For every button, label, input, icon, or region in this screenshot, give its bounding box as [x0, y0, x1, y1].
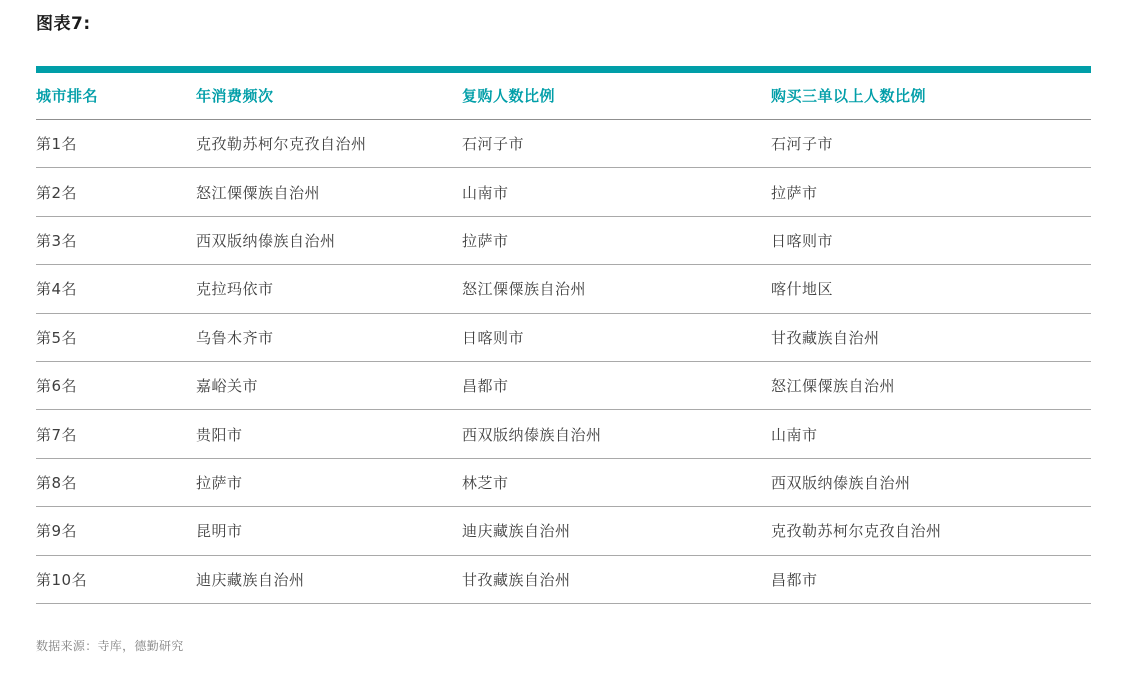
cell-rank: 第3名	[36, 216, 196, 264]
cell-rank: 第6名	[36, 361, 196, 409]
cell-frequency: 克拉玛依市	[196, 265, 462, 313]
figure-title: 图表7:	[36, 14, 91, 34]
table-row	[36, 361, 1091, 409]
cell-repurchase: 日喀则市	[462, 313, 771, 361]
cell-rank: 第1名	[36, 120, 196, 168]
table-body	[36, 120, 1091, 604]
cell-frequency: 拉萨市	[196, 458, 462, 506]
cell-repurchase: 拉萨市	[462, 216, 771, 264]
cell-three-plus: 日喀则市	[771, 216, 1091, 264]
cell-repurchase: 怒江傈僳族自治州	[462, 265, 771, 313]
cell-repurchase: 石河子市	[462, 120, 771, 168]
cell-three-plus: 克孜勒苏柯尔克孜自治州	[771, 507, 1091, 555]
table-row	[36, 168, 1091, 216]
cell-three-plus: 西双版纳傣族自治州	[771, 458, 1091, 506]
table-row	[36, 120, 1091, 168]
col-header-three-plus-orders-ratio: 购买三单以上人数比例	[771, 70, 1091, 120]
table-row	[36, 265, 1091, 313]
cell-three-plus: 山南市	[771, 410, 1091, 458]
table-header	[36, 70, 1091, 120]
cell-repurchase: 西双版纳傣族自治州	[462, 410, 771, 458]
table-row	[36, 410, 1091, 458]
cell-frequency: 嘉峪关市	[196, 361, 462, 409]
cell-frequency: 迪庆藏族自治州	[196, 555, 462, 603]
city-ranking-table	[36, 66, 1091, 604]
cell-frequency: 克孜勒苏柯尔克孜自治州	[196, 120, 462, 168]
cell-repurchase: 山南市	[462, 168, 771, 216]
cell-frequency: 怒江傈僳族自治州	[196, 168, 462, 216]
table-row	[36, 313, 1091, 361]
cell-repurchase: 甘孜藏族自治州	[462, 555, 771, 603]
cell-three-plus: 喀什地区	[771, 265, 1091, 313]
table-row	[36, 555, 1091, 603]
cell-frequency: 昆明市	[196, 507, 462, 555]
cell-frequency: 乌鲁木齐市	[196, 313, 462, 361]
data-source-note: 数据来源：寺库，德勤研究	[36, 638, 184, 653]
cell-repurchase: 林芝市	[462, 458, 771, 506]
cell-rank: 第7名	[36, 410, 196, 458]
table-row	[36, 216, 1091, 264]
header-row	[36, 70, 1091, 120]
col-header-city-rank: 城市排名	[36, 70, 196, 120]
cell-repurchase: 昌都市	[462, 361, 771, 409]
cell-rank: 第4名	[36, 265, 196, 313]
cell-three-plus: 甘孜藏族自治州	[771, 313, 1091, 361]
cell-frequency: 西双版纳傣族自治州	[196, 216, 462, 264]
cell-three-plus: 怒江傈僳族自治州	[771, 361, 1091, 409]
cell-three-plus: 拉萨市	[771, 168, 1091, 216]
cell-rank: 第10名	[36, 555, 196, 603]
cell-three-plus: 石河子市	[771, 120, 1091, 168]
cell-rank: 第2名	[36, 168, 196, 216]
table-row	[36, 507, 1091, 555]
cell-three-plus: 昌都市	[771, 555, 1091, 603]
cell-rank: 第9名	[36, 507, 196, 555]
col-header-annual-frequency: 年消费频次	[196, 70, 462, 120]
cell-repurchase: 迪庆藏族自治州	[462, 507, 771, 555]
cell-frequency: 贵阳市	[196, 410, 462, 458]
table-row	[36, 458, 1091, 506]
cell-rank: 第5名	[36, 313, 196, 361]
figure-container	[36, 14, 1092, 654]
col-header-repurchase-ratio: 复购人数比例	[462, 70, 771, 120]
cell-rank: 第8名	[36, 458, 196, 506]
